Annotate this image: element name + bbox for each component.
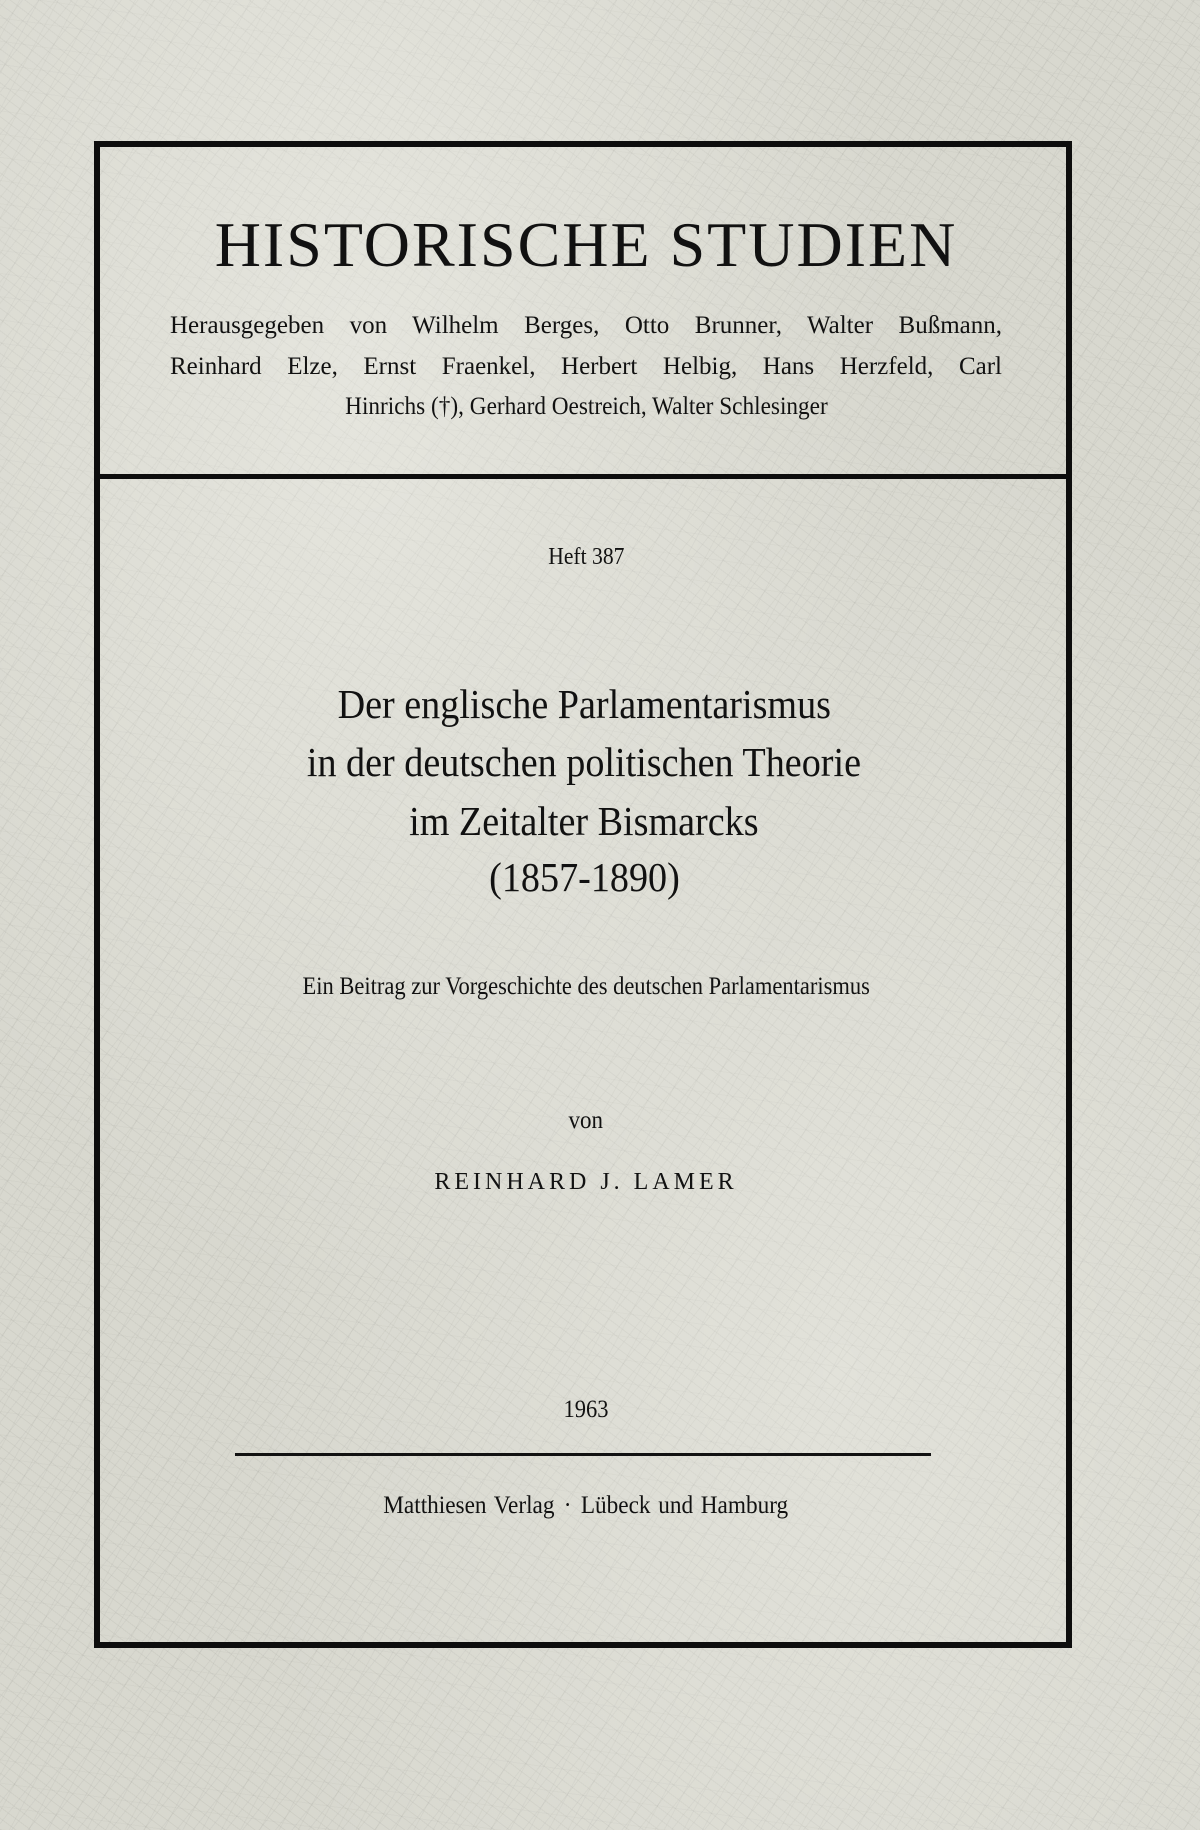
book-title-line-2	[0, 739, 1184, 785]
book-subtitle-text: Ein Beitrag zur Vorgeschichte des deutschen Parlamentarismus	[302, 973, 870, 1000]
author-name	[0, 1170, 1186, 1194]
publisher-rule	[235, 1453, 931, 1456]
publication-year	[0, 1397, 1186, 1422]
by-label	[0, 1108, 1186, 1133]
book-title-line-4	[0, 854, 1184, 900]
book-title-line-2-text: in der deutschen politischen Theorie	[306, 739, 862, 785]
volume-number	[0, 545, 1186, 569]
book-subtitle	[0, 974, 1186, 999]
editors-line-1-text: Herausgegeben von Wilhelm Berges, Otto Brunner, Walter Bußmann,	[170, 312, 1002, 339]
volume-number-text: Heft 387	[547, 544, 625, 570]
publisher-location: Lübeck und Hamburg	[581, 1492, 789, 1519]
editors-line-3-text: Hinrichs (†), Gerhard Oestreich, Walter Schlesinger	[344, 393, 828, 420]
author-name-text: REINHARD J. LAMER	[434, 1169, 738, 1195]
book-title-line-3-text: im Zeitalter Bismarcks	[409, 798, 759, 844]
series-title-text: HISTORISCHE STUDIEN	[214, 209, 958, 280]
publisher-name: Matthiesen Verlag	[383, 1492, 555, 1519]
editors-line-2-text: Reinhard Elze, Ernst Fraenkel, Herbert Helbig, Hans Herzfeld, Carl	[170, 353, 1002, 380]
editors-line-2	[170, 354, 1002, 379]
publisher-line	[0, 1493, 1186, 1518]
book-title-line-1	[0, 681, 1184, 727]
by-label-text: von	[568, 1107, 604, 1134]
book-title-line-3	[0, 798, 1184, 844]
middle-dot-separator: ·	[564, 1492, 572, 1519]
header-divider	[94, 474, 1072, 479]
book-title-line-1-text: Der englische Parlamentarismus	[337, 681, 831, 727]
editors-line-1	[170, 313, 1002, 338]
publisher-line-inner	[384, 1493, 789, 1518]
publication-year-text: 1963	[563, 1396, 609, 1423]
editors-line-3	[0, 394, 1172, 419]
book-title-line-4-text: (1857-1890)	[488, 854, 680, 900]
series-title	[0, 209, 1186, 280]
